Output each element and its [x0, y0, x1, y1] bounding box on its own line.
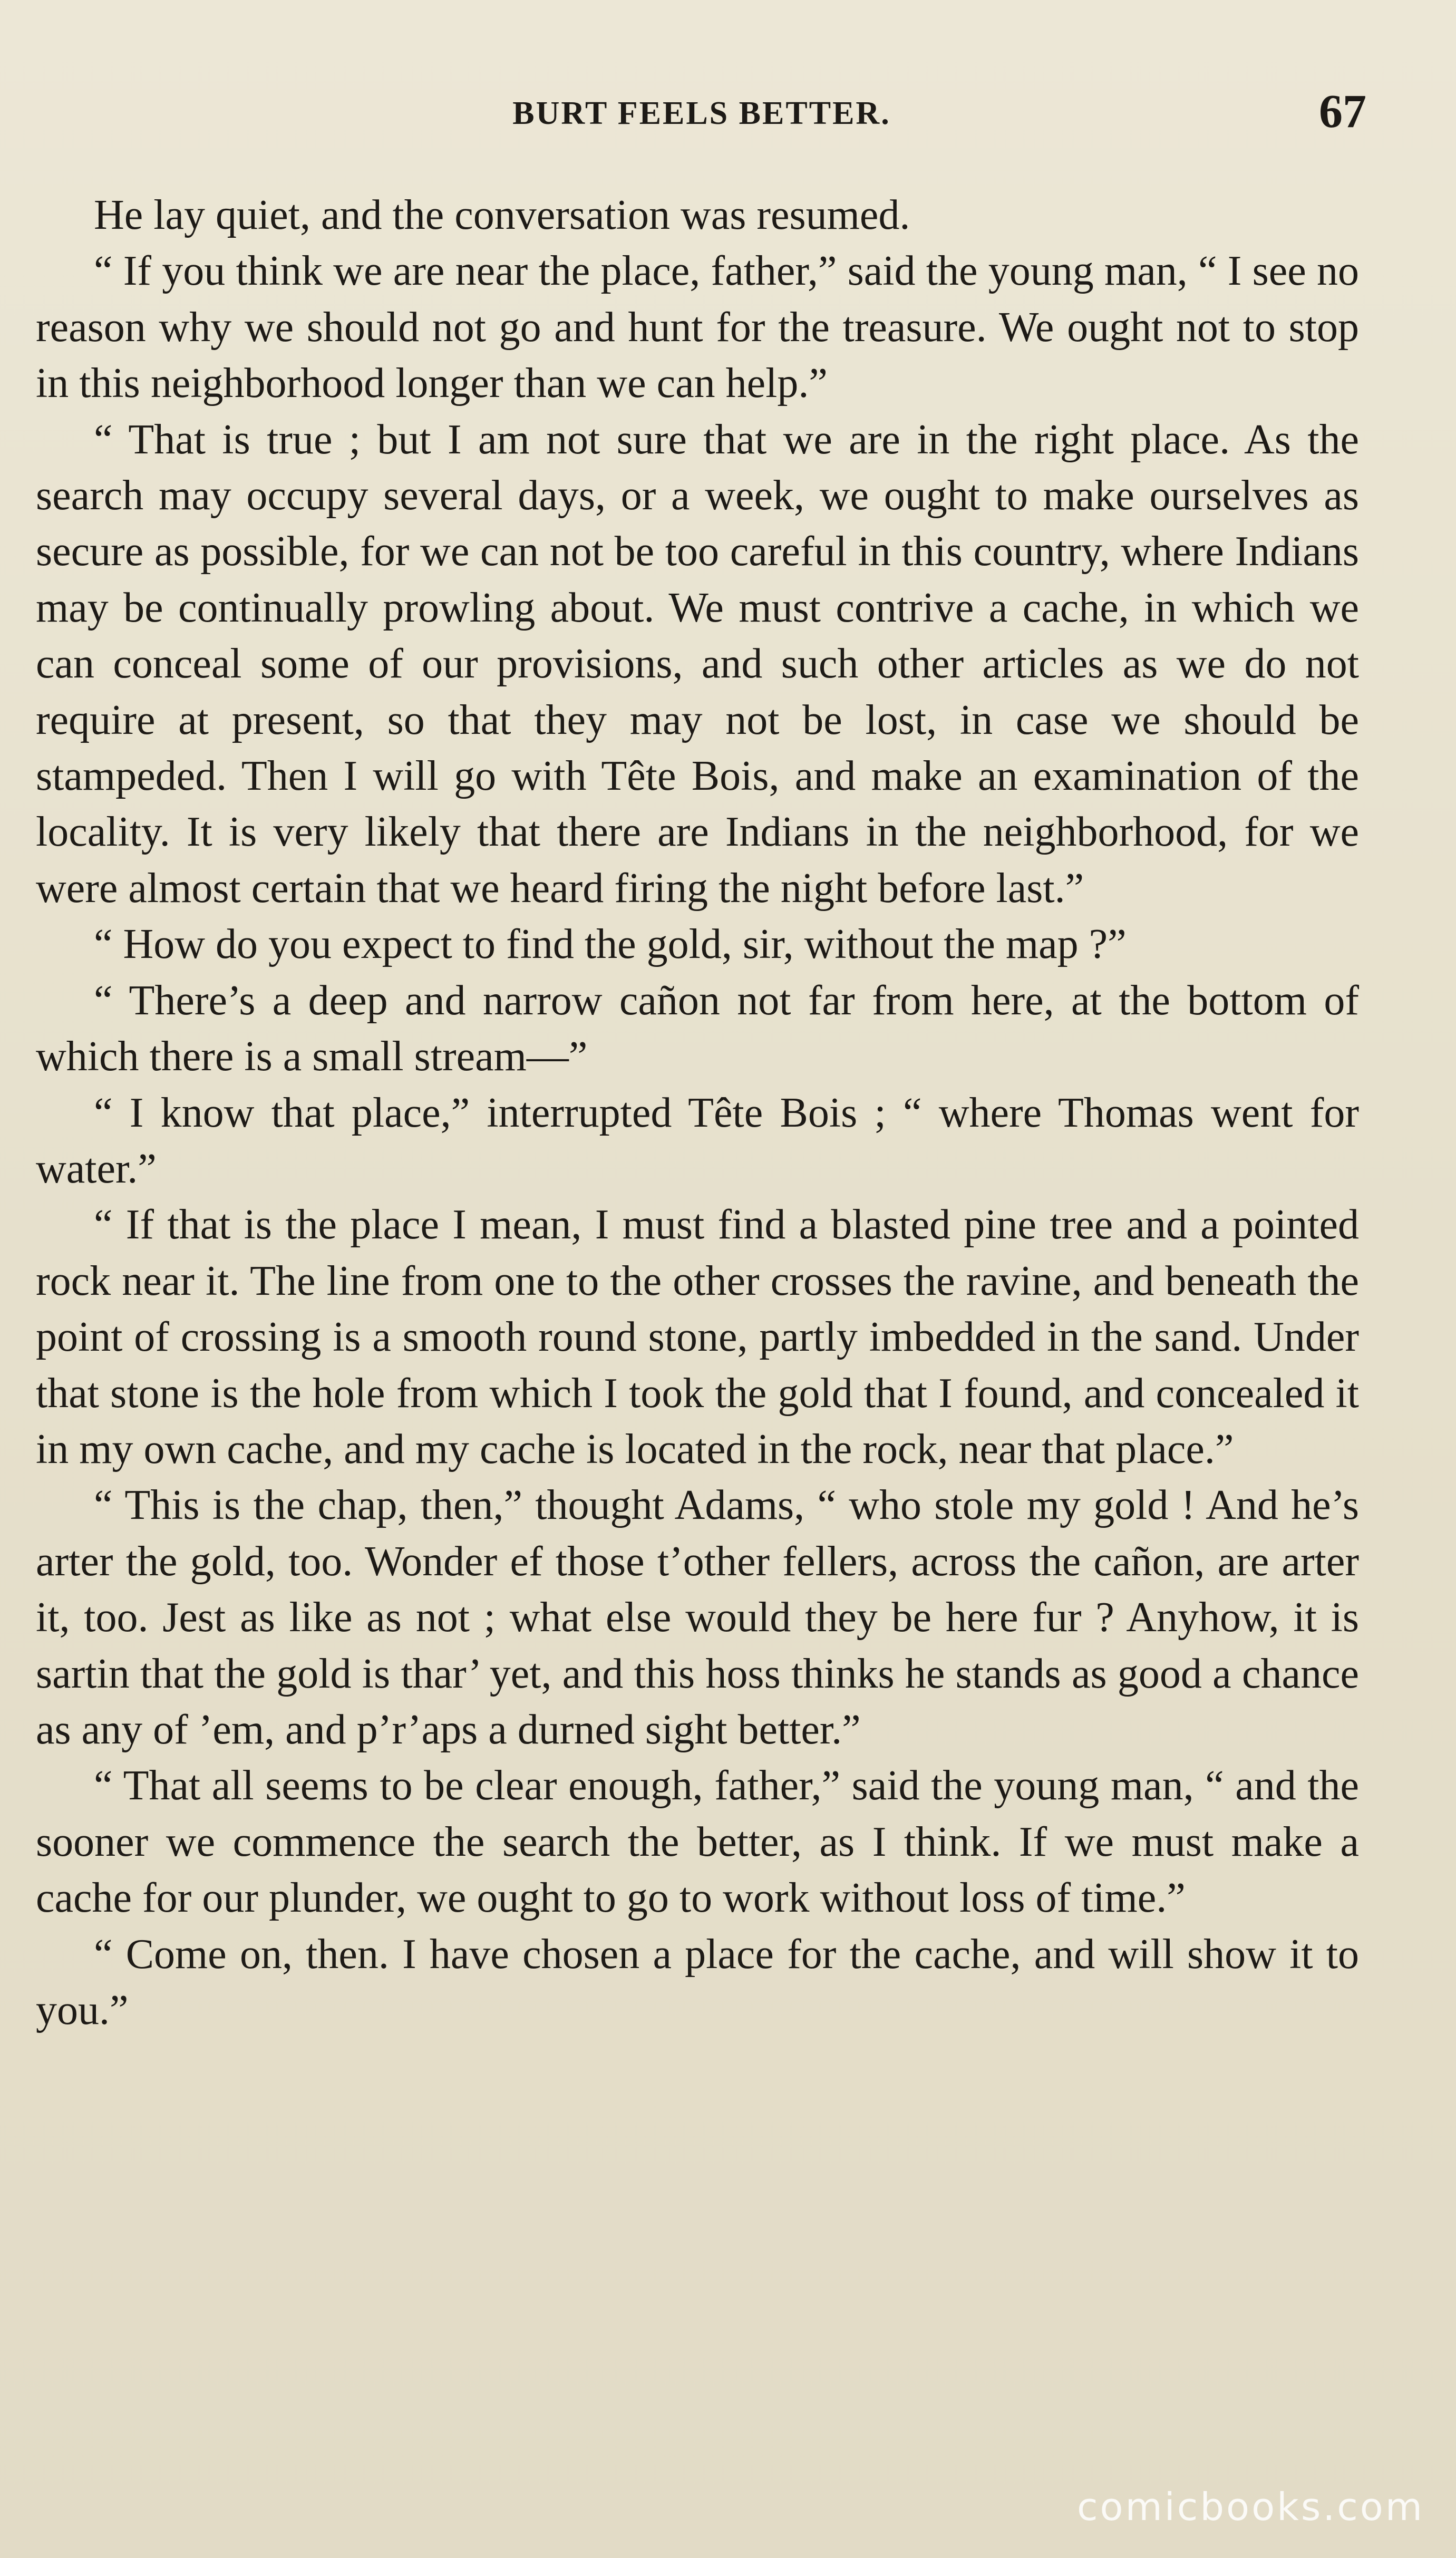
- running-head: BURT FEELS BETTER.: [512, 95, 891, 131]
- paragraph: “ That is true ; but I am not sure that we are in the right place. As the search may occupy several days, or a week, we ought to make ourselves as secure as possible, for we can not be too careful in this country, where Indians may be continually prowling about. We must contrive a cache, in which we can conceal some of our provisions, and such other articles as we do not require at present, so that they may not be lost, in case we should be stampeded. Then I will go with Tête Bois, and make an examination of the locality. It is very likely that there are Indians in the neighborhood, for we were almost certain that we heard firing the night before last.”: [36, 416, 1359, 912]
- paragraph: He lay quiet, and the conversation was resumed.: [94, 192, 910, 238]
- paragraph: “ Come on, then. I have chosen a place for the cache, and will show it to you.”: [36, 1931, 1359, 2033]
- paragraph: “ This is the chap, then,” thought Adams, “ who stole my gold ! And he’s arter the gold, too. Wonder ef those t’other fellers, across the cañon, are arter it, too. Jest as like as not ; what else would they be here fur ? Anyhow, it is sartin that the gold is thar’ yet, and this hoss thinks he stands as good a chance as any of ’em, and p’r’aps a durned sight better.”: [36, 1482, 1359, 1753]
- paragraph: “ If that is the place I mean, I must find a blasted pine tree and a pointed rock near it. The line from one to the other crosses the ravine, and beneath the point of crossing is a smooth round stone, partly imbedded in the sand. Under that stone is the hole from which I took the gold that I found, and concealed it in my own cache, and my cache is located in the rock, near that place.”: [36, 1202, 1359, 1472]
- page-number: 67: [1319, 85, 1366, 138]
- paragraph: “ How do you expect to find the gold, sir, without the map ?”: [94, 921, 1127, 968]
- watermark: comicbooks.com: [1076, 2485, 1424, 2529]
- paragraph: “ If you think we are near the place, father,” said the young man, “ I see no reason why we should not go and hunt for the treasure. We ought not to stop in this neighborhood longer than we can help.”: [36, 248, 1359, 407]
- body-text: [36, 187, 1359, 2038]
- paragraph: “ I know that place,” interrupted Tête Bois ; “ where Thomas went for water.”: [36, 1089, 1359, 1192]
- paragraph: “ There’s a deep and narrow cañon not far from here, at the bottom of which there is a small stream—”: [36, 977, 1359, 1080]
- page-header: [37, 79, 1366, 137]
- paragraph: “ That all seems to be clear enough, father,” said the young man, “ and the sooner we commence the search the better, as I think. If we must make a cache for our plunder, we ought to go to work without loss of time.”: [36, 1762, 1359, 1922]
